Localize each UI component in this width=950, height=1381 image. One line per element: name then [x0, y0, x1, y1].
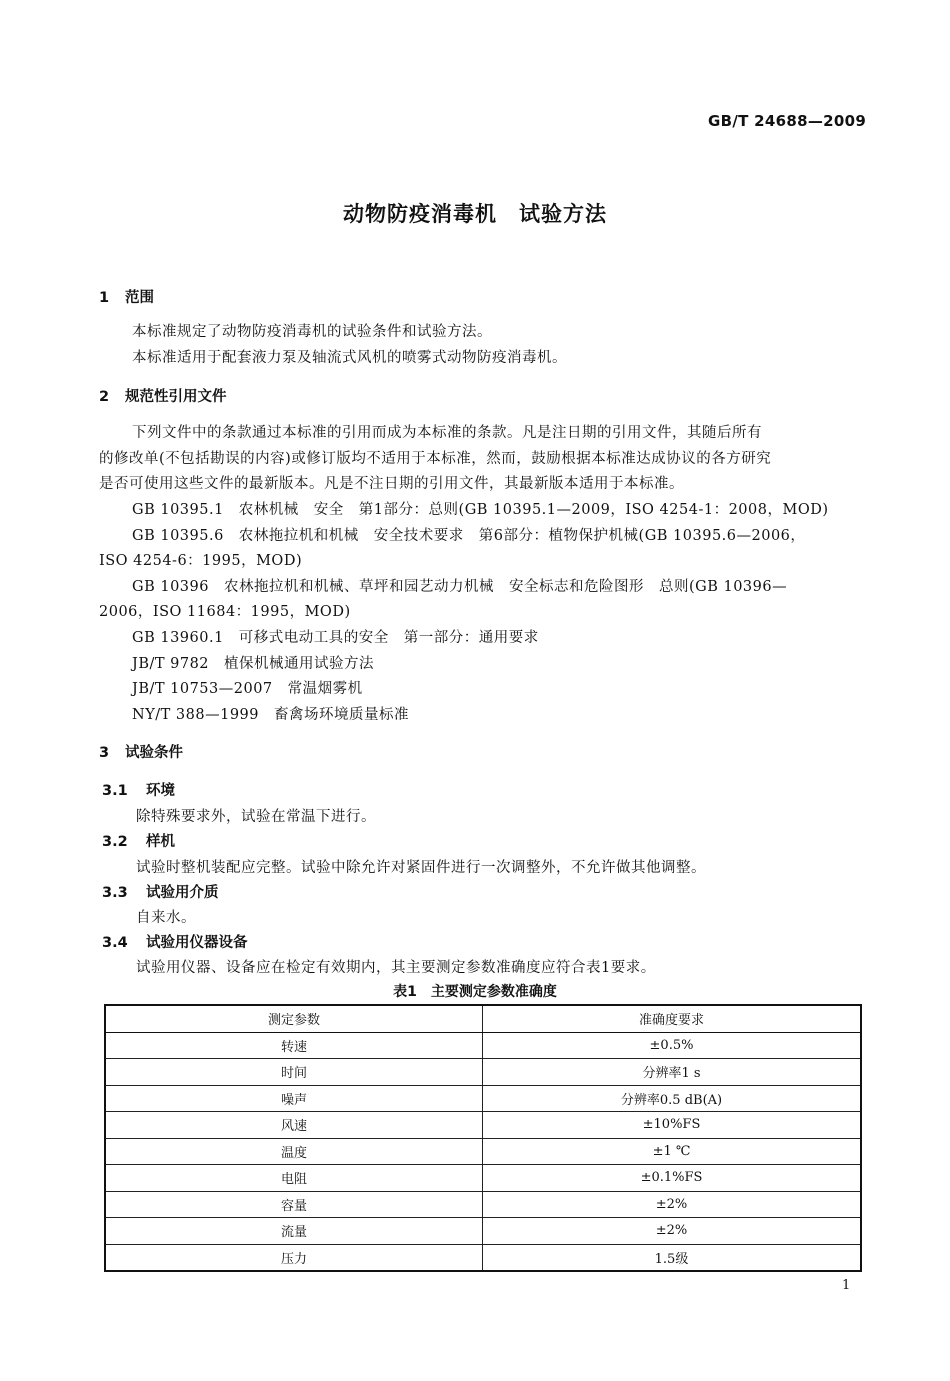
paragraph: 试验用仪器、设备应在检定有效期内，其主要测定参数准确度应符合表1要求。	[136, 960, 656, 976]
subsection-3-2-heading	[102, 830, 175, 851]
paragraph: 自来水。	[136, 910, 196, 926]
table-row	[105, 1138, 861, 1165]
table-row	[105, 1165, 861, 1192]
table-row	[105, 1218, 861, 1245]
accuracy-cell: ±1 ℃	[483, 1138, 862, 1165]
reference-item: GB 10395.1 农林机械 安全 第1部分：总则(GB 10395.1—2009，ISO 4254-1：2008，MOD)	[132, 502, 829, 518]
standard-number: GB/T 24688—2009	[708, 112, 867, 130]
reference-item: GB 13960.1 可移式电动工具的安全 第一部分：通用要求	[132, 630, 539, 646]
paragraph: 试验时整机装配应完整。试验中除允许对紧固件进行一次调整外，不允许做其他调整。	[136, 860, 706, 876]
paragraph-line: 是否可使用这些文件的最新版本。凡是不注日期的引用文件，其最新版本适用于本标准。	[99, 476, 684, 492]
accuracy-cell: 1.5级	[483, 1244, 862, 1271]
reference-item-cont: ISO 4254-6：1995，MOD)	[99, 553, 303, 569]
paragraph-line: 下列文件中的条款通过本标准的引用而成为本标准的条款。凡是注日期的引用文件，其随后所有	[132, 425, 762, 441]
accuracy-cell: ±0.1%FS	[483, 1165, 862, 1192]
paragraph: 本标准规定了动物防疫消毒机的试验条件和试验方法。	[132, 324, 492, 340]
parameter-cell: 风速	[105, 1112, 483, 1139]
reference-item: GB 10396 农林拖拉机和机械、草坪和园艺动力机械 安全标志和危险图形 总则(GB 10396—	[132, 579, 788, 595]
subsection-title: 样机	[146, 834, 175, 850]
parameter-accuracy-table	[104, 1004, 862, 1272]
parameter-cell: 流量	[105, 1218, 483, 1245]
subsection-number: 3.3	[102, 885, 128, 901]
subsection-title: 试验用介质	[146, 885, 219, 901]
column-header: 测定参数	[105, 1005, 483, 1032]
section-number: 3	[99, 745, 110, 761]
accuracy-cell: 分辨率0.5 dB(A)	[483, 1085, 862, 1112]
section-2-heading	[99, 385, 227, 406]
table-row	[105, 1085, 861, 1112]
table-row	[105, 1032, 861, 1059]
parameter-cell: 转速	[105, 1032, 483, 1059]
section-3-heading	[99, 741, 183, 762]
reference-item: GB 10395.6 农林拖拉机和机械 安全技术要求 第6部分：植物保护机械(GB 10395.6—2006，	[132, 528, 806, 544]
section-number: 2	[99, 389, 110, 405]
reference-item: JB/T 10753—2007 常温烟雾机	[132, 681, 363, 697]
table-row	[105, 1059, 861, 1086]
subsection-number: 3.2	[102, 834, 128, 850]
section-title: 规范性引用文件	[125, 389, 227, 405]
section-title: 范围	[125, 290, 154, 306]
subsection-number: 3.4	[102, 935, 128, 951]
accuracy-cell: ±2%	[483, 1191, 862, 1218]
section-number: 1	[99, 290, 110, 306]
document-title: 动物防疫消毒机 试验方法	[343, 202, 607, 226]
subsection-title: 试验用仪器设备	[146, 935, 248, 951]
table-row	[105, 1191, 861, 1218]
paragraph: 除特殊要求外，试验在常温下进行。	[136, 809, 376, 825]
paragraph-line: 的修改单(不包括勘误的内容)或修订版均不适用于本标准，然而，鼓励根据本标准达成协议的各方研究	[99, 451, 772, 467]
accuracy-cell: ±0.5%	[483, 1032, 862, 1059]
table-header-row	[105, 1005, 861, 1032]
accuracy-cell: 分辨率1 s	[483, 1059, 862, 1086]
accuracy-cell: ±10%FS	[483, 1112, 862, 1139]
section-title: 试验条件	[125, 745, 183, 761]
column-header: 准确度要求	[483, 1005, 862, 1032]
parameter-cell: 时间	[105, 1059, 483, 1086]
parameter-cell: 电阻	[105, 1165, 483, 1192]
section-1-heading	[99, 286, 154, 307]
subsection-3-1-heading	[102, 779, 175, 800]
table-caption: 表1 主要测定参数准确度	[393, 984, 557, 1000]
parameter-cell: 温度	[105, 1138, 483, 1165]
subsection-title: 环境	[146, 783, 175, 799]
paragraph: 本标准适用于配套液力泵及轴流式风机的喷雾式动物防疫消毒机。	[132, 350, 567, 366]
reference-item: JB/T 9782 植保机械通用试验方法	[132, 656, 375, 672]
subsection-3-3-heading	[102, 881, 219, 902]
parameter-cell: 压力	[105, 1244, 483, 1271]
parameter-cell: 容量	[105, 1191, 483, 1218]
subsection-3-4-heading	[102, 931, 248, 952]
table-row	[105, 1112, 861, 1139]
subsection-number: 3.1	[102, 783, 128, 799]
parameter-cell: 噪声	[105, 1085, 483, 1112]
page-number: 1	[842, 1278, 851, 1293]
accuracy-cell: ±2%	[483, 1218, 862, 1245]
reference-item: NY/T 388—1999 畜禽场环境质量标准	[132, 707, 410, 723]
table-row	[105, 1244, 861, 1271]
reference-item-cont: 2006，ISO 11684：1995，MOD)	[99, 604, 351, 620]
